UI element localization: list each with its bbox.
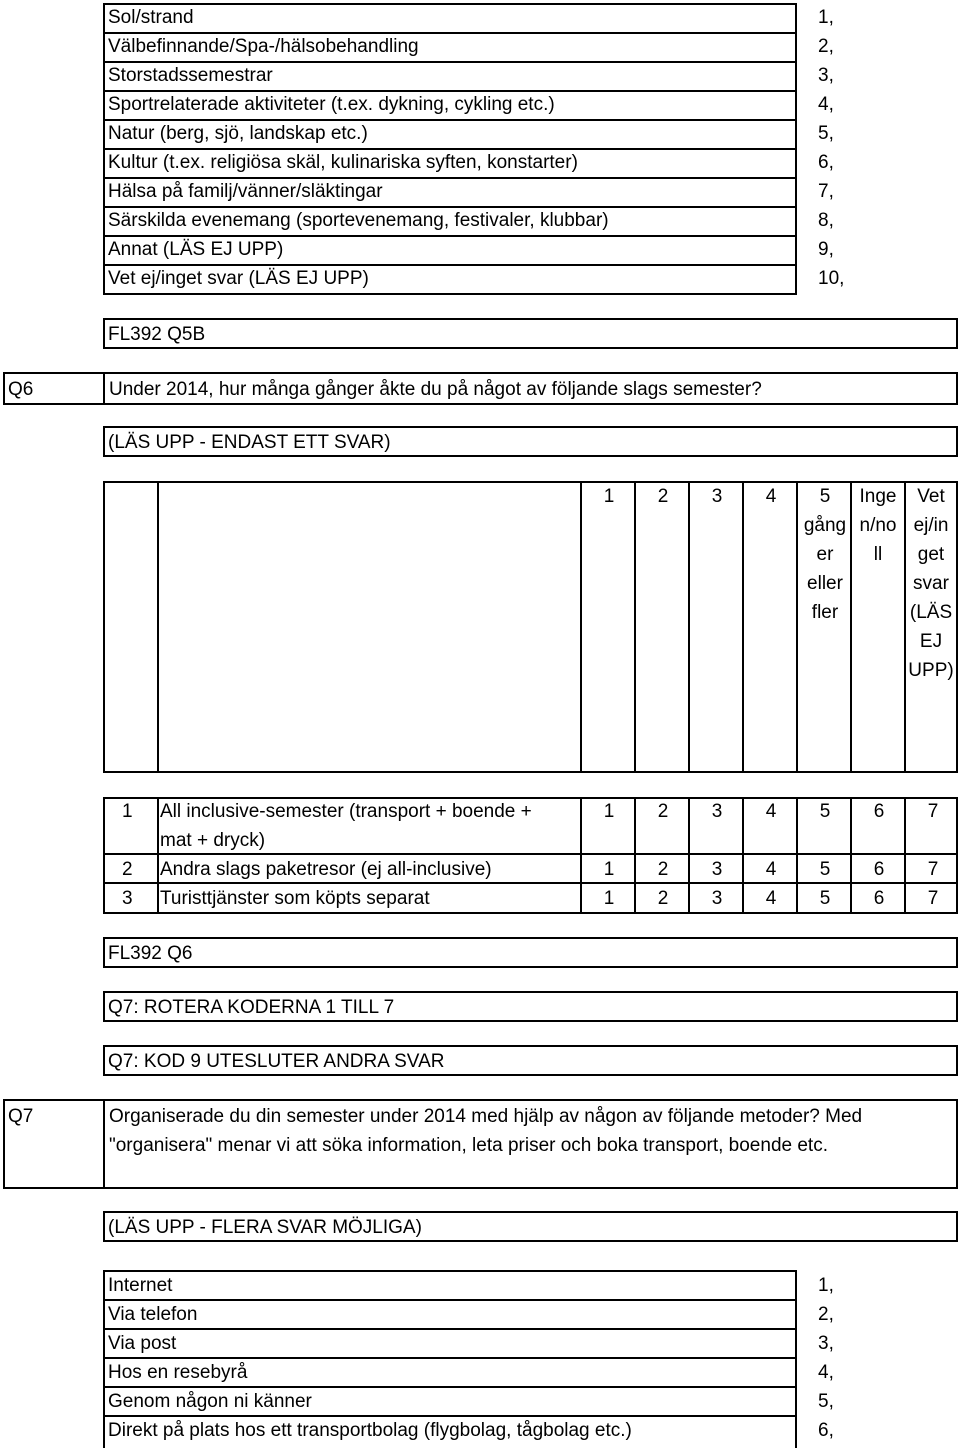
answer-code[interactable]: 6 xyxy=(873,888,885,909)
option-code: 2, xyxy=(818,36,834,57)
answer-code[interactable]: 5 xyxy=(819,859,831,880)
option-code: 4, xyxy=(818,1362,834,1383)
option-code: 1, xyxy=(818,1275,834,1296)
divider xyxy=(103,1101,105,1187)
note-box xyxy=(103,991,958,1022)
option-code: 9, xyxy=(818,239,834,260)
option-code: 3, xyxy=(818,1333,834,1354)
option-label: Natur (berg, sjö, landskap etc.) xyxy=(108,123,368,144)
column-header: 1 xyxy=(603,486,615,507)
question-row-q6 xyxy=(3,372,958,405)
row-number: 3 xyxy=(122,888,133,909)
answer-code[interactable]: 4 xyxy=(765,859,777,880)
option-label: Kultur (t.ex. religiösa skäl, kulinariska syften, konstarter) xyxy=(108,152,578,173)
answer-code[interactable]: 5 xyxy=(819,888,831,909)
answer-code[interactable]: 2 xyxy=(657,888,669,909)
option-code: 8, xyxy=(818,210,834,231)
option-label: Hos en resebyrå xyxy=(108,1362,248,1383)
filter-label: FL392 Q5B xyxy=(108,324,206,345)
option-label: Särskilda evenemang (sportevenemang, festivaler, klubbar) xyxy=(108,210,609,231)
question-text-line2: "organisera" menar vi att söka information, leta priser och boka transport, boende etc. xyxy=(109,1135,828,1156)
answer-code[interactable]: 1 xyxy=(603,801,615,822)
divider xyxy=(103,374,105,403)
option-label: Hälsa på familj/vänner/släktingar xyxy=(108,181,383,202)
filter-box xyxy=(103,937,958,968)
column-header: Vet ej/in get svar (LÄS EJ UPP) xyxy=(908,486,954,681)
option-label: Vet ej/inget svar (LÄS EJ UPP) xyxy=(108,268,369,289)
answer-code[interactable]: 5 xyxy=(819,801,831,822)
filter-label: FL392 Q6 xyxy=(108,943,193,964)
option-label: Annat (LÄS EJ UPP) xyxy=(108,239,284,260)
row-number: 2 xyxy=(122,859,133,880)
row-label: Andra slags paketresor (ej all-inclusive) xyxy=(160,859,492,880)
question-text-line1: Organiserade du din semester under 2014 med hjälp av någon av följande metoder? Med xyxy=(109,1106,863,1127)
answer-code[interactable]: 7 xyxy=(927,859,939,880)
instruction-text: (LÄS UPP - ENDAST ETT SVAR) xyxy=(108,432,391,453)
option-code: 1, xyxy=(818,7,834,28)
option-code: 5, xyxy=(818,123,834,144)
option-label: Sol/strand xyxy=(108,7,194,28)
answer-code[interactable]: 4 xyxy=(765,801,777,822)
option-label: Välbefinnande/Spa-/hälsobehandling xyxy=(108,36,419,57)
instruction-box xyxy=(103,1211,958,1242)
answer-code[interactable]: 1 xyxy=(603,888,615,909)
row-label: Turisttjänster som köpts separat xyxy=(160,888,430,909)
answer-code[interactable]: 4 xyxy=(765,888,777,909)
column-header: 3 xyxy=(711,486,723,507)
note-text: Q7: ROTERA KODERNA 1 TILL 7 xyxy=(108,997,395,1018)
answer-code[interactable]: 6 xyxy=(873,859,885,880)
note-box xyxy=(103,1045,958,1076)
column-header: Inge n/no ll xyxy=(859,486,897,565)
row-label: All inclusive-semester (transport + boende + mat + dryck) xyxy=(160,801,532,851)
option-code: 10, xyxy=(818,268,845,289)
option-label: Direkt på plats hos ett transportbolag (flygbolag, tågbolag etc.) xyxy=(108,1420,632,1441)
option-code: 6, xyxy=(818,152,834,173)
option-label: Via telefon xyxy=(108,1304,198,1325)
question-number: Q6 xyxy=(8,379,34,400)
answer-code[interactable]: 3 xyxy=(711,859,723,880)
answer-code[interactable]: 2 xyxy=(657,801,669,822)
option-code: 2, xyxy=(818,1304,834,1325)
instruction-text: (LÄS UPP - FLERA SVAR MÖJLIGA) xyxy=(108,1217,422,1238)
row-number: 1 xyxy=(122,801,133,822)
question-text: Under 2014, hur många gånger åkte du på något av följande slags semester? xyxy=(109,379,762,400)
column-header: 5 gång er eller fler xyxy=(803,486,847,623)
option-code: 7, xyxy=(818,181,834,202)
answer-code[interactable]: 1 xyxy=(603,859,615,880)
option-code: 4, xyxy=(818,94,834,115)
option-label: Genom någon ni känner xyxy=(108,1391,312,1412)
note-text: Q7: KOD 9 UTESLUTER ANDRA SVAR xyxy=(108,1051,445,1072)
option-code: 3, xyxy=(818,65,834,86)
answer-code[interactable]: 3 xyxy=(711,801,723,822)
filter-box xyxy=(103,318,958,349)
answer-code[interactable]: 7 xyxy=(927,888,939,909)
question-number: Q7 xyxy=(8,1106,34,1127)
question-row-q7 xyxy=(3,1099,958,1189)
answer-code[interactable]: 7 xyxy=(927,801,939,822)
answer-code[interactable]: 6 xyxy=(873,801,885,822)
option-code: 6, xyxy=(818,1420,834,1441)
answer-code[interactable]: 2 xyxy=(657,859,669,880)
option-code: 5, xyxy=(818,1391,834,1412)
option-label: Internet xyxy=(108,1275,173,1296)
instruction-box xyxy=(103,426,958,457)
answer-code[interactable]: 3 xyxy=(711,888,723,909)
option-label: Storstadssemestrar xyxy=(108,65,273,86)
column-header: 4 xyxy=(765,486,777,507)
column-header: 2 xyxy=(657,486,669,507)
option-label: Via post xyxy=(108,1333,177,1354)
option-label: Sportrelaterade aktiviteter (t.ex. dykning, cykling etc.) xyxy=(108,94,555,115)
